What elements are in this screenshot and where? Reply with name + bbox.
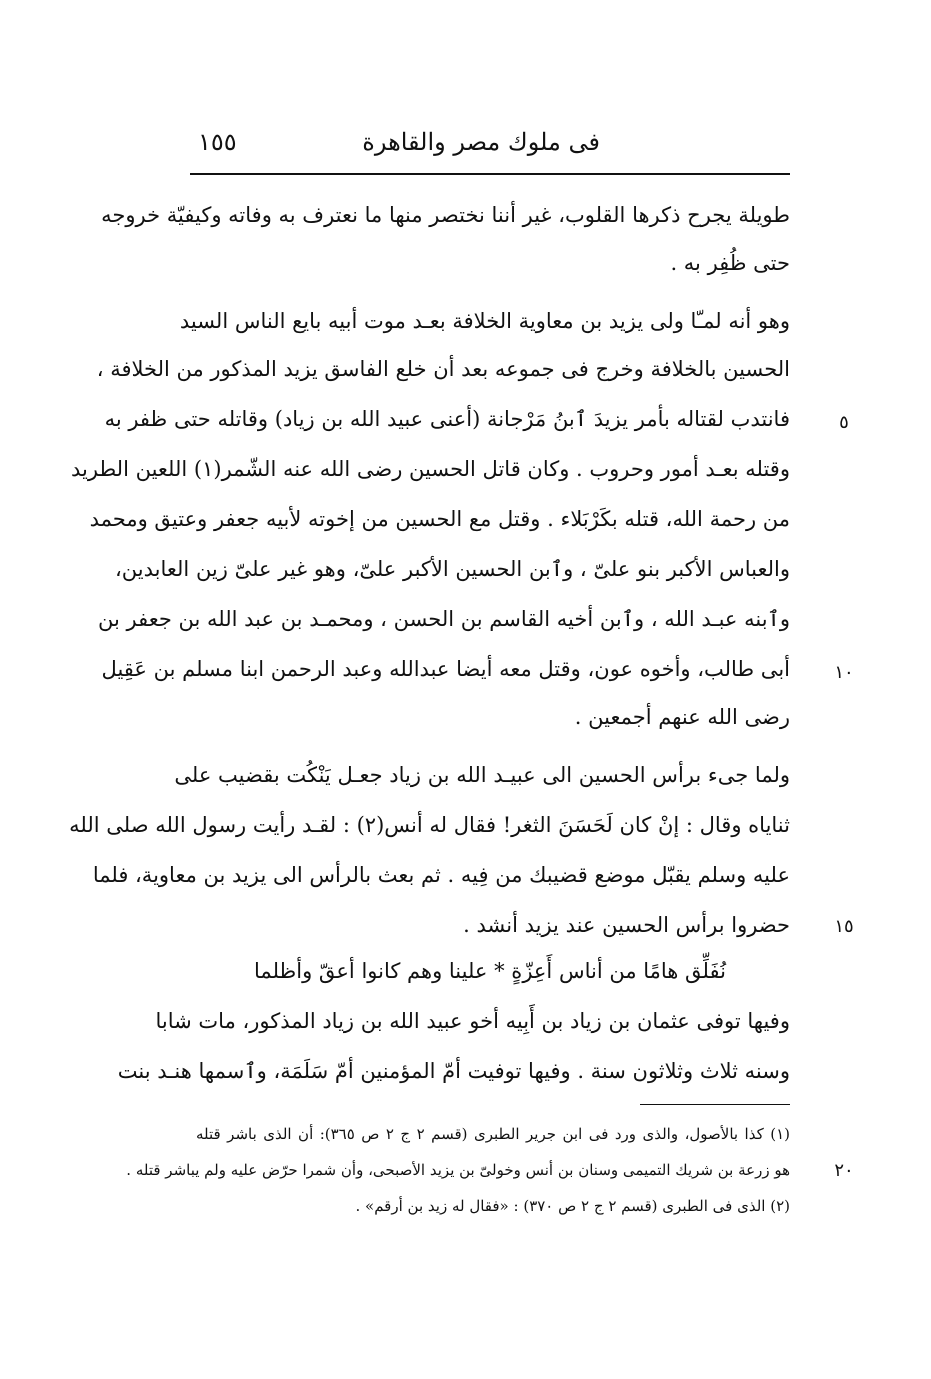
body-line: حتى ظُفِر به . — [670, 251, 790, 275]
running-head-title: فى ملوك مصر والقاهرة — [362, 128, 600, 156]
body-line: وٱبنه عبـد الله ، وٱبن أخيه القاسم بن الحسن ، ومحمـد بن عبد الله بن جعفر بن — [98, 607, 790, 631]
body-line: فانتدب لقتاله بأمر يزيدَ ٱبنُ مَرْجانة (أعنى عبيد الله بن زياد) وقاتله حتى ظفر به — [104, 407, 790, 431]
body-line: من رحمة الله، قتله بكَرْبَلاء . وقتل مع الحسين من إخوته لأبيه جعفر وعتيق ومحمد — [89, 507, 790, 531]
body-line: ثناياه وقال : إنْ كان لَحَسَنَ الثغر! فقال له أنس(٢) : لقـد رأيت رسول الله صلى الله — [69, 813, 790, 837]
body-line: ولما جىء برأس الحسين الى عبيـد الله بن زياد جعـل يَنْكُت بقضيب على — [174, 763, 790, 787]
footnote-line: هو زرعة بن شريك التميمى وسنان بن أنس وخولىّ بن يزيد الأصبحى، وأن شمرا حرّض عليه ولم يباشر قتله . — [126, 1161, 790, 1179]
body-line: عليه وسلم يقبّل موضع قضيبك من فِيه . ثم بعث بالرأس الى يزيد بن معاوية، فلما — [92, 863, 790, 887]
footnote-line: (١) كذا بالأصول، والذى ورد فى ابن جرير الطبرى (قسم ٢ ج ٢ ص ٣٦٥): أن الذى باشر قتله — [196, 1125, 790, 1143]
line-number-20: ٢٠ — [834, 1160, 854, 1181]
body-line: وسنه ثلاث وثلاثون سنة . وفيها توفيت أمّ المؤمنين أمّ سَلَمَة، وٱسمها هنـد بنت — [117, 1059, 790, 1083]
body-line: وفيها توفى عثمان بن زياد بن أَبِيه أخو عبيد الله بن زياد المذكور، مات شابا — [155, 1009, 790, 1033]
body-line: وقتله بعـد أمور وحروب . وكان قاتل الحسين رضى الله عنه الشّمر(١) اللعين الطريد — [71, 457, 790, 481]
line-number-10: ١٠ — [834, 662, 854, 683]
footnote-line: (٢) الذى فى الطبرى (قسم ٢ ج ٢ ص ٣٧٠) : «فقال له زيد بن أرقم» . — [355, 1197, 790, 1215]
body-line: حضروا برأس الحسين عند يزيد أنشد . — [463, 913, 790, 937]
line-number-5: ٥ — [839, 412, 849, 433]
page-number: ١٥٥ — [198, 128, 237, 156]
header-rule — [190, 173, 790, 175]
verse-line: نُفَلِّق هامًا من أناس أَعِزّةٍ * علينا وهم كانوا أعقّ وأظلما — [254, 959, 726, 983]
body-line: وهو أنه لمـّا ولى يزيد بن معاوية الخلافة بعـد موت أبيه بايع الناس السيد — [179, 309, 790, 333]
footnote-rule — [640, 1104, 790, 1105]
body-line: رضى الله عنهم أجمعين . — [574, 705, 790, 729]
body-line: طويلة يجرح ذكرها القلوب، غير أننا نختصر منها ما نعترف به وفاته وكيفيّة خروجه — [101, 203, 790, 227]
body-line: والعباس الأكبر بنو علىّ ، وٱبن الحسين الأكبر علىّ، وهو غير علىّ زين العابدين، — [115, 557, 790, 581]
body-line: أبى طالب، وأخوه عون، وقتل معه أيضا عبدالله وعبد الرحمن ابنا مسلم بن عَقِيل — [101, 657, 790, 681]
body-line: الحسين بالخلافة وخرج فى جموعه بعد أن خلع الفاسق يزيد المذكور من الخلافة ، — [96, 357, 790, 381]
line-number-15: ١٥ — [834, 916, 854, 937]
